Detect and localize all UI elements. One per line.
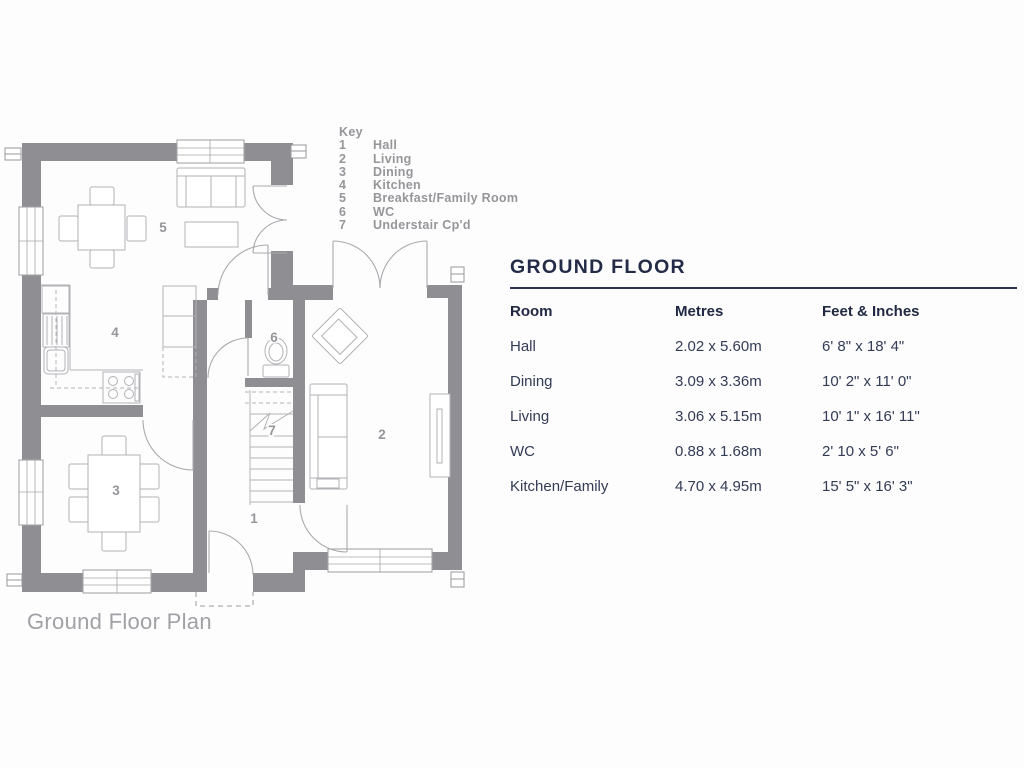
french-doors-breakfast [253, 186, 287, 253]
cell-metres: 3.06 x 5.15m [675, 408, 762, 425]
cell-room: Hall [510, 338, 536, 355]
door-hall-living [300, 505, 347, 552]
window-left-dining [19, 460, 43, 525]
key-item-label: WC [373, 204, 395, 219]
cell-metres: 3.09 x 3.36m [675, 373, 762, 390]
stairs [245, 390, 293, 505]
sofa-living [310, 384, 347, 489]
column-header-metres: Metres [675, 303, 724, 320]
key-item-number: 5 [339, 191, 347, 206]
cell-metres: 0.88 x 1.68m [675, 443, 762, 460]
key-item [339, 219, 518, 232]
plan-key [339, 126, 518, 232]
title-divider [510, 287, 1017, 289]
room-label-breakfast: 5 [159, 220, 167, 235]
window-left-breakfast [19, 207, 43, 275]
room-label-dining: 3 [112, 483, 120, 498]
kitchen-units [41, 285, 196, 403]
living-furniture [310, 308, 450, 489]
window-top-breakfast [177, 140, 244, 163]
key-item-label: Dining [373, 164, 414, 179]
key-title: Key [339, 125, 363, 139]
room-label-cupboard: 7 [268, 423, 276, 438]
cell-room: WC [510, 443, 535, 460]
key-item-number: 1 [339, 138, 347, 153]
key-item-number: 7 [339, 218, 347, 233]
key-item-number: 6 [339, 204, 347, 219]
breakfast-table-and-chairs [59, 187, 146, 268]
front-door [209, 531, 253, 575]
column-header-feet: Feet & Inches [822, 303, 920, 320]
cell-room: Dining [510, 373, 553, 390]
plan-caption: Ground Floor Plan [27, 609, 212, 634]
window-bottom-dining [83, 570, 151, 593]
room-label-living: 2 [378, 427, 386, 442]
column-header-room: Room [510, 303, 553, 320]
key-item-label: Hall [373, 138, 398, 153]
door-dining [143, 420, 193, 470]
key-item [339, 206, 518, 219]
cell-room: Kitchen/Family [510, 478, 609, 495]
cell-metres: 2.02 x 5.60m [675, 338, 762, 355]
cell-feet: 10' 1" x 16' 11" [822, 408, 920, 425]
cell-metres: 4.70 x 4.95m [675, 478, 762, 495]
cell-feet: 6' 8" x 18' 4" [822, 338, 905, 355]
cell-feet: 15' 5" x 16' 3" [822, 478, 913, 495]
window-bottom-living [328, 549, 432, 572]
key-item-label: Understair Cp'd [373, 218, 471, 233]
french-doors-living [333, 241, 427, 288]
key-item [339, 153, 518, 166]
key-item [339, 179, 518, 192]
tall-units [163, 286, 196, 377]
front-canopy-outline [196, 592, 253, 606]
key-item [339, 192, 518, 205]
sofa-breakfast [177, 168, 245, 207]
cell-room: Living [510, 408, 550, 425]
key-item [339, 139, 518, 152]
room-label-hall: 1 [250, 511, 258, 526]
armchair [312, 308, 369, 365]
cell-feet: 10' 2" x 11' 0" [822, 373, 912, 390]
breakfast-furniture [59, 168, 245, 268]
panel-title: GROUND FLOOR [510, 256, 686, 278]
key-item-label: Kitchen [373, 178, 421, 193]
tv-unit [430, 394, 450, 477]
key-item-number: 2 [339, 151, 347, 166]
cell-feet: 2' 10 x 5' 6" [822, 443, 899, 460]
key-item-number: 3 [339, 164, 347, 179]
key-item-label: Breakfast/Family Room [373, 191, 519, 206]
key-item-label: Living [373, 151, 412, 166]
dimensions-panel [510, 256, 1017, 495]
key-item [339, 166, 518, 179]
key-item-number: 4 [339, 178, 347, 193]
room-label-kitchen: 4 [111, 325, 119, 340]
room-label-wc: 6 [270, 330, 278, 345]
dimensions-table [510, 304, 1017, 495]
door-wc [208, 338, 248, 378]
coffee-table [185, 222, 238, 247]
